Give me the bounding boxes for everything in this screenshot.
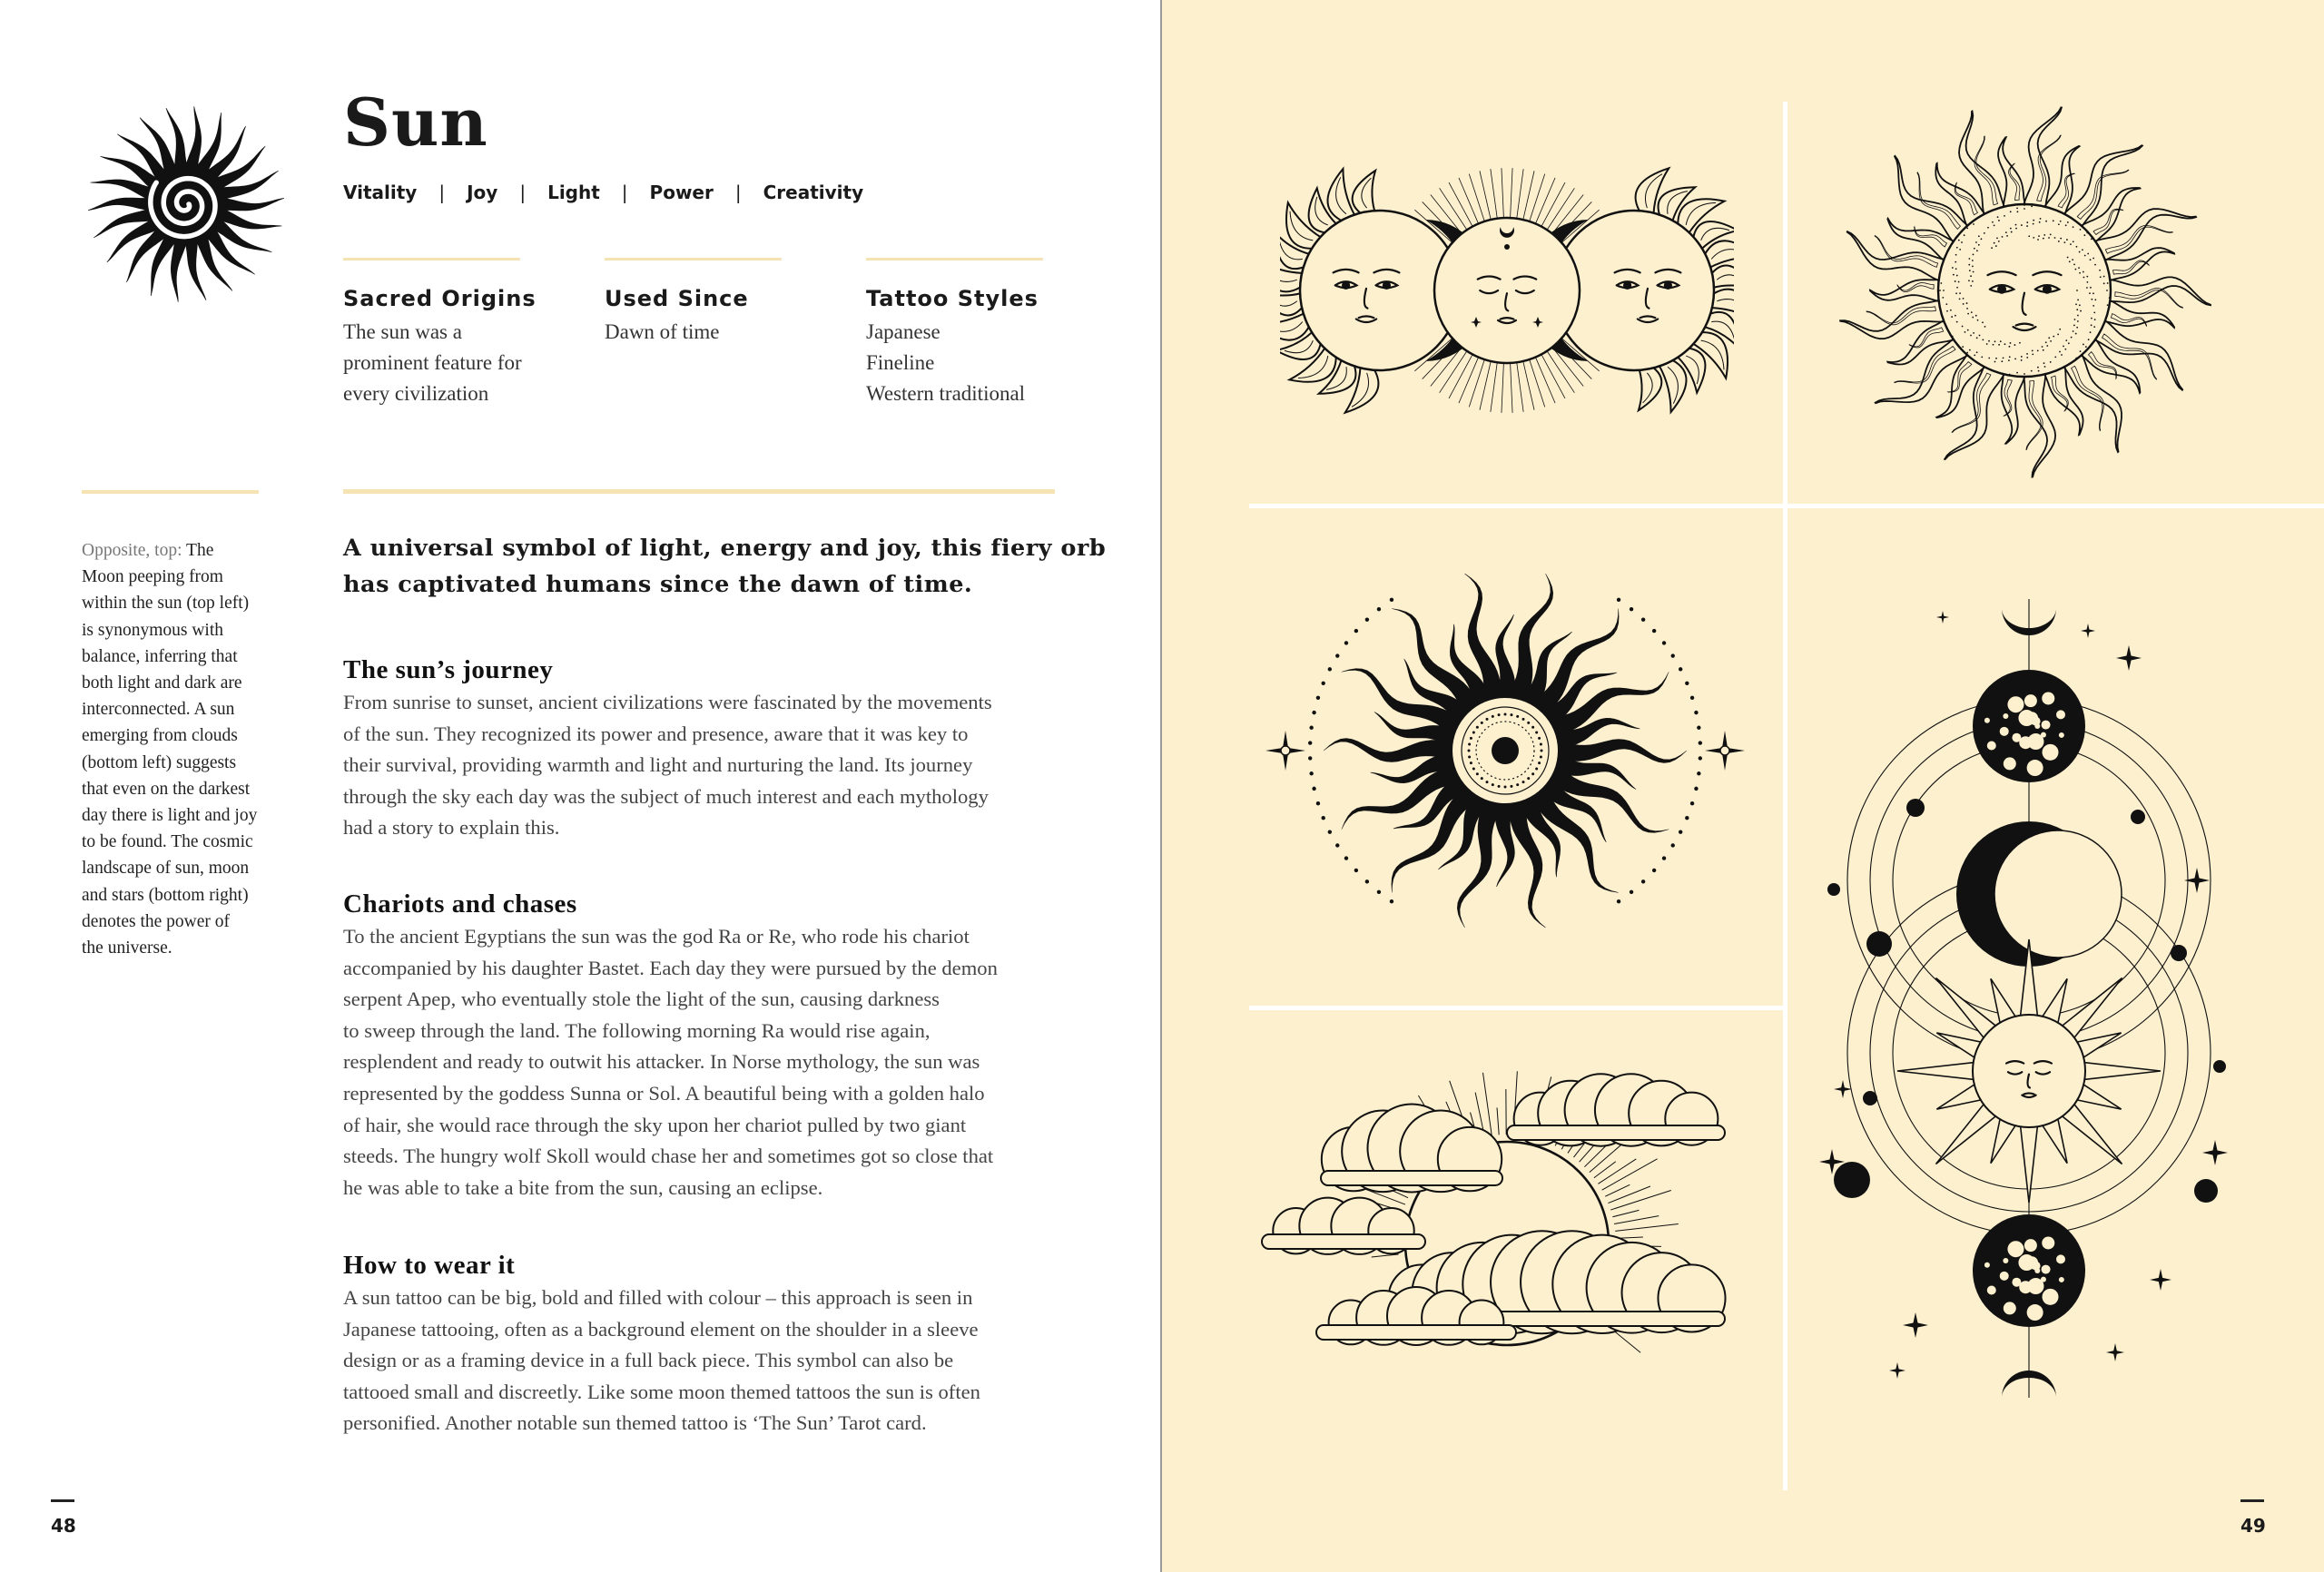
section-body [343,687,1069,844]
caption-line: both light and dark are [82,673,242,693]
caption-line: balance, inferring that [82,646,238,666]
section-chariots-and-chases [343,889,1069,1204]
page-number: 48 [51,1515,76,1537]
fact-rule [866,258,1043,260]
page-number-left [51,1499,76,1537]
keyword: Creativity [763,182,864,203]
fact-body [605,317,800,348]
keyword: Light [547,182,600,203]
caption-line: and stars (bottom right) [82,885,249,905]
caption-text: The [186,541,214,560]
keyword-separator: | [438,182,446,203]
cosmic-moon-phases-illustration [1816,581,2242,1416]
keyword-separator: | [734,182,742,203]
intro-paragraph [343,530,1107,603]
fact-line: prominent feature for [343,351,522,374]
sun-clouds-illustration [1253,1062,1761,1407]
keyword-separator: | [519,182,527,203]
caption-rule [82,490,259,494]
caption-line [82,537,277,564]
right-page [1162,0,2324,1572]
horizontal-divider-top [1249,504,2324,508]
caption-line: that even on the darkest [82,779,251,799]
fact-sacred-origins [343,258,538,409]
page-number-right [2240,1499,2266,1537]
fact-body [866,317,1061,409]
caption-line: (bottom left) suggests [82,752,237,772]
body-line: design or as a framing device in a full back piece. This symbol can also be [343,1349,954,1372]
section-heading: How to wear it [343,1251,516,1280]
caption-lead: Opposite, top: [82,541,182,560]
fact-heading: Tattoo Styles [866,286,1039,311]
body-line: of the sun. They recognized its power and presence, aware that it was key to [343,722,969,745]
fact-line: Dawn of time [605,320,720,343]
caption-line: denotes the power of [82,911,230,931]
body-line: From sunrise to sunset, ancient civilizations were fascinated by the movements [343,691,992,713]
page-number-bar [2240,1499,2264,1502]
fact-line: Western traditional [866,382,1026,405]
section-body [343,921,1069,1204]
body-line: serpent Apep, who eventually stole the light of the sun, causing darkness [343,987,940,1011]
page-title: Sun [343,84,488,161]
page-number: 49 [2240,1515,2266,1537]
body-line: accompanied by his daughter Bastet. Each day they were pursued by the demon [343,956,998,979]
body-line: represented by the goddess Sunna or Sol. A beautiful being with a golden halo [343,1081,985,1105]
radiant-sun-illustration [1260,565,1750,946]
section-heading: Chariots and chases [343,889,577,919]
fact-used-since [605,258,800,348]
fact-heading: Sacred Origins [343,286,537,311]
caption-line: day there is light and joy [82,806,258,826]
caption-line: Moon peeping from [82,567,223,587]
caption-line: within the sun (top left) [82,594,250,614]
fact-line: The sun was a [343,320,462,343]
fact-body [343,317,538,409]
body-line: personified. Another notable sun themed tattoo is ‘The Sun’ Tarot card. [343,1411,927,1435]
body-line: tattooed small and discreetly. Like some moon themed tattoos the sun is often [343,1380,980,1403]
fact-tattoo-styles [866,258,1061,409]
intro-line: has captivated humans since the dawn of time. [343,571,973,598]
section-how-to-wear-it [343,1251,1069,1439]
section-body [343,1282,1069,1439]
left-page [0,0,1160,1572]
fact-rule [343,258,520,260]
body-line: Japanese tattooing, often as a background element on the shoulder in a sleeve [343,1317,979,1341]
keyword: Joy [467,182,498,203]
body-line: to sweep through the land. The following morning Ra would rise again, [343,1018,931,1042]
keyword-separator: | [621,182,628,203]
body-line: resplendent and ready to outwit his attacker. In Norse mythology, the sun was [343,1050,980,1074]
body-line: To the ancient Egyptians the sun was the god Ra or Re, who rode his chariot [343,925,970,948]
fact-line: every civilization [343,382,489,405]
body-line: through the sky each day was the subject of much interest and each mythology [343,784,989,808]
body-line: he was able to take a bite from the sun, causing an eclipse. [343,1175,823,1199]
section-suns-journey [343,655,1069,844]
body-line: of hair, she would race through the sky upon her chariot pulled by two giant [343,1113,967,1136]
section-heading: The sun’s journey [343,655,554,684]
caption-line: to be found. The cosmic [82,832,253,852]
keyword-list [343,182,863,203]
vertical-divider [1783,102,1787,1490]
body-line: A sun tattoo can be big, bold and filled with colour – this approach is seen in [343,1286,973,1309]
main-rule [343,489,1055,494]
fact-heading: Used Since [605,286,749,311]
fact-rule [605,258,782,260]
keyword: Vitality [343,182,418,203]
fact-line: Japanese [866,320,940,343]
caption-line: the universe. [82,938,172,958]
caption-line: landscape of sun, moon [82,859,250,879]
body-line: steeds. The hungry wolf Skoll would chase her and sometimes got so close that [343,1145,994,1168]
caption-line: emerging from clouds [82,726,238,746]
keyword: Power [649,182,714,203]
caption-line: is synonymous with [82,620,224,640]
page-number-bar [51,1499,74,1502]
spiral-sun-icon [82,100,290,309]
body-line: had a story to explain this. [343,816,560,840]
sun-moon-faces-illustration [1280,136,1734,445]
engraved-sun-face-illustration [1834,91,2215,490]
body-line: their survival, providing warmth and light and nurturing the land. Its journey [343,753,973,777]
fact-line: Fineline [866,351,935,374]
image-caption [82,537,277,961]
caption-line: interconnected. A sun [82,700,235,720]
horizontal-divider-bottom [1249,1006,1785,1010]
intro-line: A universal symbol of light, energy and joy, this fiery orb [343,535,1107,562]
